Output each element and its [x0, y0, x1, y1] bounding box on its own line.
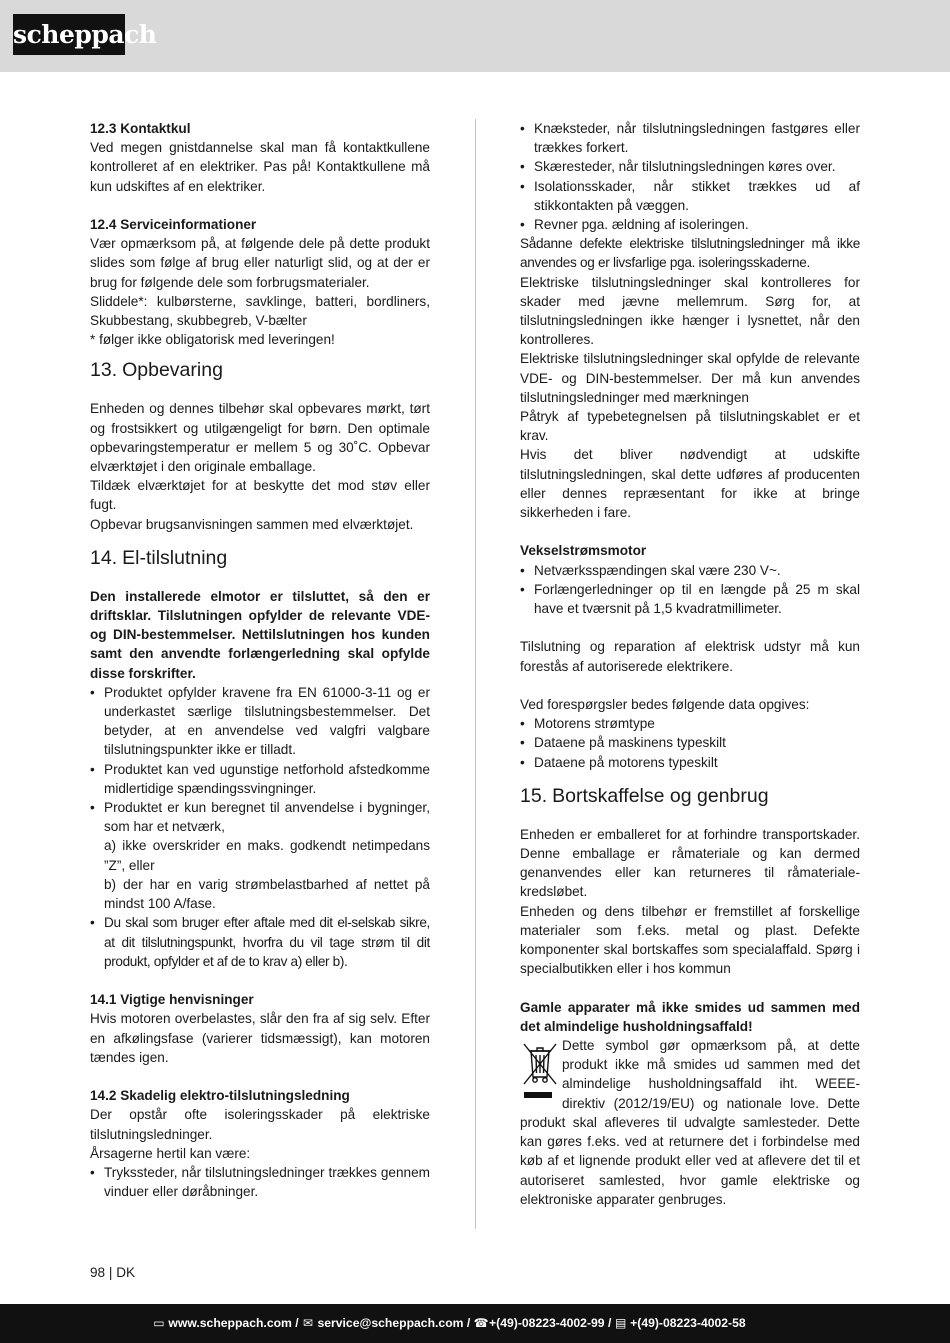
section-13-title: Opbevaring	[122, 359, 223, 382]
list-item: • Motorens strømtype	[520, 714, 860, 733]
section-14-2-paragraph: Sådanne defekte elektriske tilslutningsledninger må ikke anvendes og er livsfarlige pga. isoleringsskaderne.	[520, 236, 860, 271]
phone-icon: ☎	[473, 1316, 489, 1330]
footer-separator: /	[291, 1316, 303, 1330]
list-item: • Skæresteder, når tilslutningsledningen køres over.	[520, 157, 860, 176]
fax-icon: ▤	[614, 1316, 627, 1330]
section-12-3-text: Ved megen gnistdannelse skal man få kontaktkullene kontrolleret af en elektriker. Pas på! Kontaktkullene må kun udskiftes af en elektriker.	[90, 140, 430, 194]
section-14-number: 14.	[90, 546, 118, 569]
section-12-4-paragraph: Vær opmærksom på, at følgende dele på dette produkt slides som følge af brug eller naturligt slid, og at der er brug for følgende dele som forbrugsmaterialer.	[90, 236, 430, 290]
section-15-paragraph: Enheden og dens tilbehør er fremstillet af forskellige materialer som f.eks. metal og plast. Defekte komponenter skal bortskaffes som specialaffald. Spørg i specialbutikken eller i hos kommun	[520, 903, 860, 977]
list-item: • Dataene på maskinens typeskilt	[520, 733, 860, 752]
section-14-1-heading: 14.1 Vigtige henvisninger	[90, 992, 254, 1008]
list-item	[90, 798, 430, 913]
list-item: • Revner pga. ældning af isoleringen.	[520, 215, 860, 234]
section-12-4-wear-parts: Sliddele*: kulbørsterne, savklinge, batteri, bordliners, Skubbestang, skubbegreb, V-bælter	[90, 293, 430, 329]
list-item-text: b) der har en varig strømbelastbarhed af nettet på mindst 100 A/fase.	[104, 876, 430, 912]
section-14-2-paragraph: Elektriske tilslutningsledninger skal opfylde de relevante VDE- og DIN-bestemmelser. Der må kun anvendes tilslutningsledninger med mærkningen	[520, 351, 860, 405]
footer-website-link[interactable]: www.scheppach.com	[168, 1316, 292, 1330]
section-13-paragraph: Tildæk elværktøjet for at beskytte det mod støv eller fugt.	[90, 478, 430, 513]
section-14-heading	[90, 547, 430, 569]
section-14-title: El-tilslutning	[122, 546, 228, 569]
list-item: • Produktet kan ved ugunstige netforhold afstedkomme midlertidige spændingssvingninger.	[90, 760, 430, 798]
section-14-2-heading: 14.2 Skadelig elektro-tilslutningsledning	[90, 1088, 350, 1104]
list-item: • Produktet opfylder kravene fra EN 61000-3-11 og er underkastet særlige tilslutningsbestemmelser. Det betyder, at en anvendelse ved valgfri valgbare tilslutningspunkter ikke er tilladt.	[90, 683, 430, 760]
section-14-2-causes-list	[90, 1163, 430, 1201]
section-12-4-heading: 12.4 Serviceinformationer	[90, 217, 257, 232]
list-item: • Du skal som bruger efter aftale med dit el-selskab sikre, at dit tilslutningspunkt, hvorfra du vil tage strøm til dit produkt, opfylder et af de to krav a) eller b).	[90, 913, 430, 971]
page-header	[0, 0, 950, 72]
ac-motor-paragraph: Tilslutning og reparation af elektrisk udstyr må kun forestås af autoriserede elektrikere.	[520, 639, 860, 674]
section-13-paragraph: Enheden og dennes tilbehør skal opbevares mørkt, tørt og frostsikkert og utilgængeligt for børn. Den optimale opbevaringstemperatur er mellem 5 og 30˚C. Opbevar elværktøjet i den originale emballage.	[90, 401, 430, 475]
computer-icon: ▭	[153, 1316, 165, 1330]
section-14-2-paragraph: Årsagerne hertil kan være:	[90, 1145, 251, 1161]
section-15-number: 15.	[520, 784, 548, 807]
section-15-heading	[520, 785, 860, 807]
ac-motor-paragraph: Ved forespørgsler bedes følgende data opgives:	[520, 697, 810, 713]
list-item: • Dataene på motorens typeskilt	[520, 753, 860, 772]
weee-crossed-bin-icon	[520, 1038, 560, 1102]
section-15-warning: Gamle apparater må ikke smides ud sammen med det almindelige husholdningsaffald!	[520, 999, 860, 1034]
footer-phone: +(49)-08223-4002-99	[489, 1316, 605, 1330]
envelope-icon: ✉	[302, 1316, 314, 1330]
right-column	[520, 119, 860, 1209]
ac-motor-heading: Vekselstrømsmotor	[520, 543, 647, 559]
left-column	[90, 119, 430, 1201]
footer-separator: /	[463, 1316, 474, 1330]
inquiry-data-list	[520, 714, 860, 772]
weee-text: Dette symbol gør opmærksom på, at dette produkt ikke må smides ud sammen med det almindelige husholdningsaffald iht. WEEE-direktiv (2012/19/EU) og nationale love. Dette produkt skal afleveres til udvalgte samlesteder. Dette kan gøres f.eks. ved at returnere det i forbindelse med køb af et lignende produkt eller ved at aflevere det til et autoriseret samlested, hvor gamle elektriske og elektroniske apparater genbruges.	[520, 1038, 860, 1207]
list-item: • Knæksteder, når tilslutningsledningen fastgøres eller trækkes forkert.	[520, 119, 860, 157]
ac-motor-list	[520, 561, 860, 619]
list-item: • Trykssteder, når tilslutningsledninger trækkes gennem vinduer eller døråbninger.	[90, 1163, 430, 1201]
list-item: • Netværksspændingen skal være 230 V~.	[520, 561, 860, 580]
section-12-3-heading: 12.3 Kontaktkul	[90, 121, 191, 136]
section-13-number: 13.	[90, 359, 118, 382]
section-15-title: Bortskaffelse og genbrug	[552, 784, 769, 807]
footer-email-link[interactable]: service@scheppach.com	[317, 1316, 464, 1330]
section-13-paragraph: Opbevar brugsanvisningen sammen med elværktøjet.	[90, 516, 414, 532]
section-14-2-paragraph: Der opstår ofte isoleringsskader på elektriske tilslutningsledninger.	[90, 1107, 430, 1142]
section-14-2-paragraph: Påtryk af typebetegnelsen på tilslutningskablet er et krav.	[520, 409, 860, 444]
section-14-2-causes-list-continued	[520, 119, 860, 234]
list-item: • Isolationsskader, når stikket trækkes ud af stikkontakten på væggen.	[520, 177, 860, 215]
column-divider	[475, 119, 476, 1229]
section-14-list	[90, 683, 430, 971]
section-14-intro: Den installerede elmotor er tilsluttet, så den er driftsklar. Tilslutningen opfylder de relevante VDE- og DIN-bestemmelser. Nettilslutningen hos kunden samt den anvendte forlængerledning skal opfylde disse forskrifter.	[90, 588, 430, 681]
footer-separator: /	[604, 1316, 615, 1330]
section-14-2-paragraph: Hvis det bliver nødvendigt at udskifte tilslutningsledningen, skal dette udføres af producenten eller dennes repræsentant for ikke at bringe sikkerheden i fare.	[520, 447, 860, 521]
page-footer	[0, 1304, 950, 1343]
page-language: DK	[116, 1265, 136, 1280]
section-13-heading	[90, 359, 430, 381]
section-15-paragraph: Enheden er emballeret for at forhindre transportskader. Denne emballage er råmateriale og kan dermed genanvendes eller kan returneres til råmateriale-kredsløbet.	[520, 826, 860, 900]
footer-fax: +(49)-08223-4002-58	[630, 1316, 746, 1330]
list-item-text: Produktet er kun beregnet til anvendelse i bygninger, som har et netværk,	[104, 800, 430, 835]
section-14-2-paragraph: Elektriske tilslutningsledninger skal kontrolleres for skader med jævne mellemrum. Sørg for, at tilslutningsledningen ikke hænger i lysnettet, når den kontrolleres.	[520, 274, 860, 348]
page-number: 98 | DK	[90, 1265, 136, 1280]
list-item-text: a) ikke overskrider en maks. godkendt netimpedans ”Z”, eller	[104, 838, 430, 873]
list-item: • Forlængerledninger op til en længde på 25 m skal have et tværsnit på 1,5 kvadratmillimeter.	[520, 580, 860, 618]
weee-block	[520, 1036, 860, 1209]
section-12-4-note: * følger ikke obligatorisk med leveringen!	[90, 332, 335, 348]
scheppach-logo: scheppach	[13, 14, 125, 55]
page-number-value: 98	[90, 1265, 106, 1280]
section-14-1-text: Hvis motoren overbelastes, slår den fra af sig selv. Efter en afkølingsfase (varierer tidsmæssigt), kan motoren tændes igen.	[90, 1011, 430, 1065]
